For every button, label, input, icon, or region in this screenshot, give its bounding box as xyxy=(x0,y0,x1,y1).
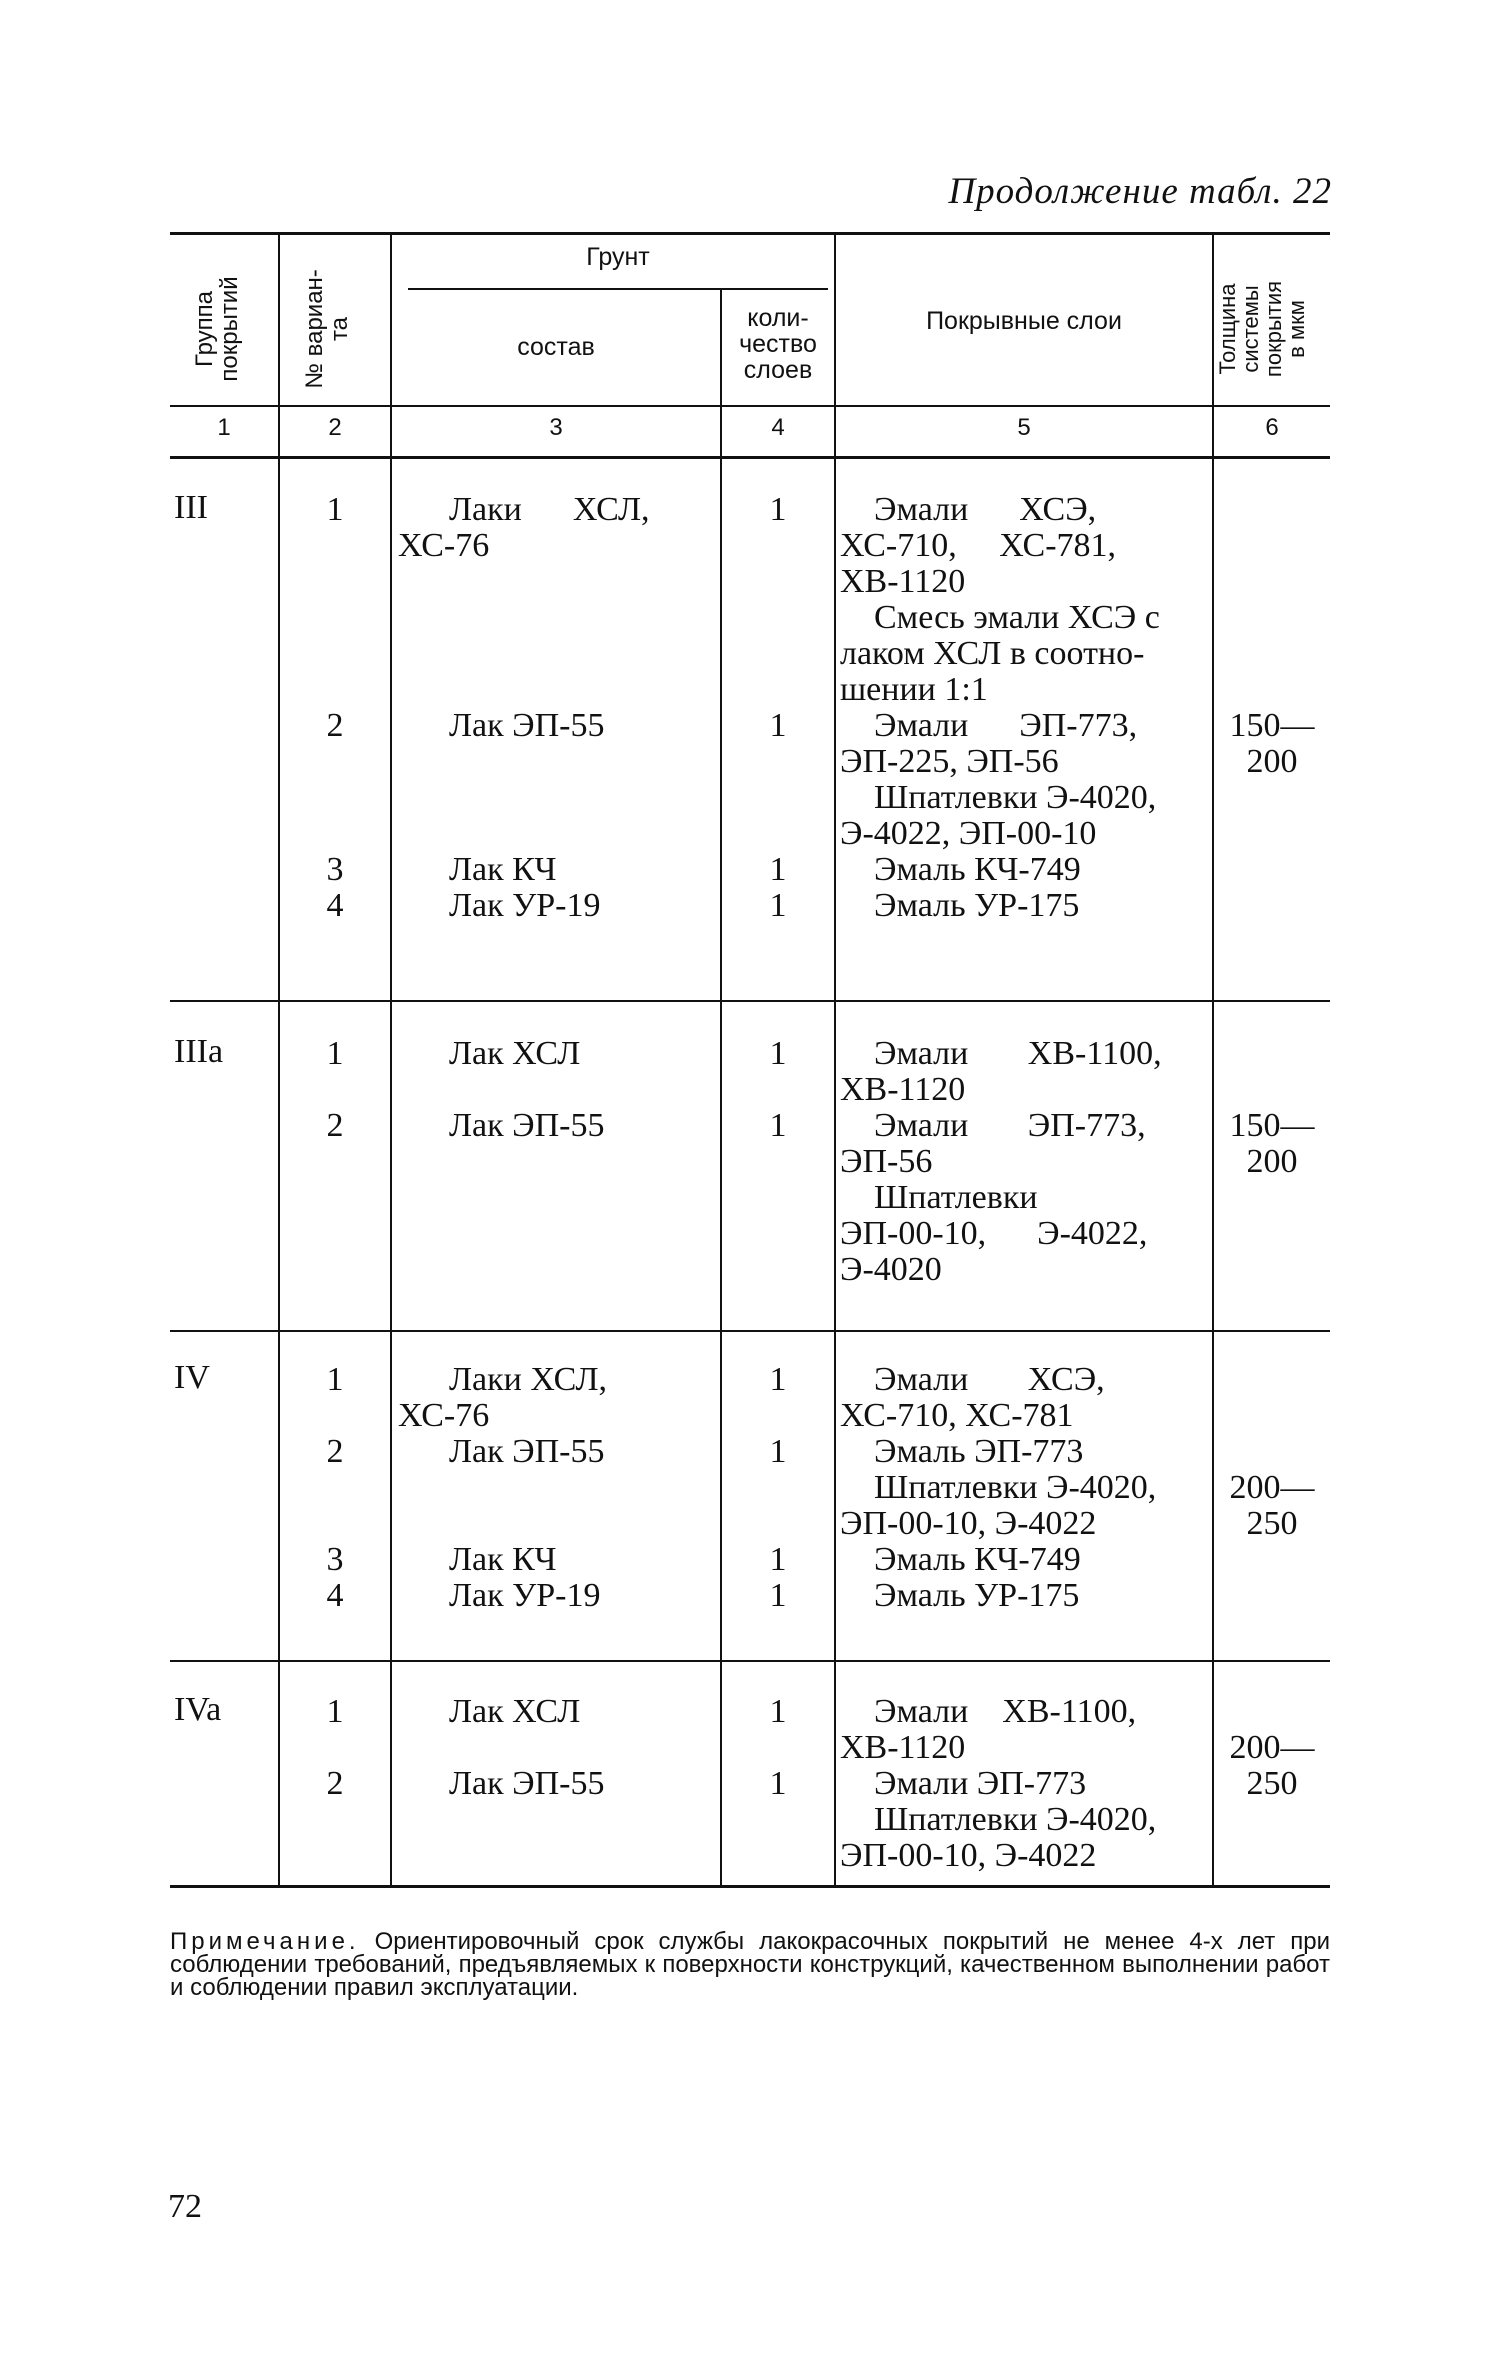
table-top-rule xyxy=(170,232,1330,235)
colnum-1: 1 xyxy=(217,414,231,441)
group-label: IVa xyxy=(174,1691,222,1728)
group-label: IIIa xyxy=(174,1033,224,1070)
variant-numbers: 1 2 3 4 xyxy=(326,1361,344,1614)
primer-layers: 1 1 xyxy=(769,1693,787,1802)
variant-numbers: 1 2 xyxy=(326,1035,344,1144)
header-composition: состав xyxy=(517,333,595,361)
group-label: III xyxy=(174,489,208,526)
table-caption: Продолжение табл. 22 xyxy=(948,171,1332,212)
table-bottom-rule xyxy=(170,1885,1330,1888)
colnum-3: 3 xyxy=(549,414,563,441)
coating-layers: Эмали ХВ-1100, ХВ-1120 Эмали ЭП-773, ЭП-56 Шпатлевки ЭП-00-10, Э-4022, Э-4020 xyxy=(840,1035,1162,1288)
header-layers: коли- чество слоев xyxy=(739,304,817,384)
system-thickness: 200— 250 xyxy=(1229,1469,1315,1542)
note-text: Ориентировочный срок службы лакокрасочных покрытий не менее 4-х лет при соблюдении требований, предъявляемых к поверхности конструкций, качественном выполнении работ и соблюдении правил эксплуатации. xyxy=(170,1928,1330,2001)
header-coating: Покрывные слои xyxy=(926,307,1122,335)
colnum-5: 5 xyxy=(1017,414,1031,441)
variant-numbers: 1 2 xyxy=(326,1693,344,1802)
primer-composition: Лак ХСЛ Лак ЭП-55 xyxy=(449,1693,605,1802)
colnum-bottom-rule xyxy=(170,456,1330,459)
header-group: Группа покрытий xyxy=(191,276,244,382)
primer-composition: Лак ХСЛ Лак ЭП-55 xyxy=(449,1035,605,1144)
col-divider-4 xyxy=(834,232,836,1887)
primer-header-rule xyxy=(408,288,828,290)
note-label: Примечание. xyxy=(170,1928,360,1955)
primer-composition: Лаки ХСЛ, ХС-76 Лак ЭП-55 Лак КЧ Лак УР-19 xyxy=(398,491,650,924)
page-number: 72 xyxy=(168,2188,202,2225)
system-thickness: 150— 200 xyxy=(1229,1107,1315,1180)
colnum-6: 6 xyxy=(1265,414,1279,441)
header-variant: № вариан- та xyxy=(301,269,354,389)
primer-composition: Лаки ХСЛ, ХС-76 Лак ЭП-55 Лак КЧ Лак УР-19 xyxy=(398,1361,608,1614)
col-divider-2 xyxy=(390,232,392,1887)
coating-layers: Эмали ХСЭ, ХС-710, ХС-781 Эмаль ЭП-773 Шпатлевки Э-4020, ЭП-00-10, Э-4022 Эмаль КЧ-749 Эмаль УР-175 xyxy=(840,1361,1157,1614)
primer-layers: 1 1 1 1 xyxy=(769,491,787,924)
group-label: IV xyxy=(174,1359,210,1396)
system-thickness: 200— 250 xyxy=(1229,1729,1315,1802)
system-thickness: 150— 200 xyxy=(1229,707,1315,780)
table-note xyxy=(170,1930,1330,1999)
variant-numbers: 1 2 3 4 xyxy=(326,491,344,924)
header-primer: Грунт xyxy=(586,243,650,271)
col-divider-5 xyxy=(1212,232,1214,1887)
colnum-2: 2 xyxy=(328,414,342,441)
colnum-4: 4 xyxy=(771,414,785,441)
primer-layers: 1 1 1 1 xyxy=(769,1361,787,1614)
group-divider-2 xyxy=(170,1330,1330,1332)
header-thickness: Толщина системы покрытия в мкм xyxy=(1215,280,1310,378)
coating-layers: Эмали ХВ-1100, ХВ-1120 Эмали ЭП-773 Шпатлевки Э-4020, ЭП-00-10, Э-4022 xyxy=(840,1693,1157,1874)
group-divider-3 xyxy=(170,1660,1330,1662)
group-divider-1 xyxy=(170,1000,1330,1002)
primer-layers: 1 1 xyxy=(769,1035,787,1144)
coating-layers: Эмали ХСЭ, ХС-710, ХС-781, ХВ-1120 Смесь эмали ХСЭ с лаком ХСЛ в соотно- шении 1:1 Эмали ЭП-773, ЭП-225, ЭП-56 Шпатлевки Э-4020, Э-4022, ЭП-00-10 Эмаль КЧ-749 Эмаль УР-175 xyxy=(840,491,1160,924)
